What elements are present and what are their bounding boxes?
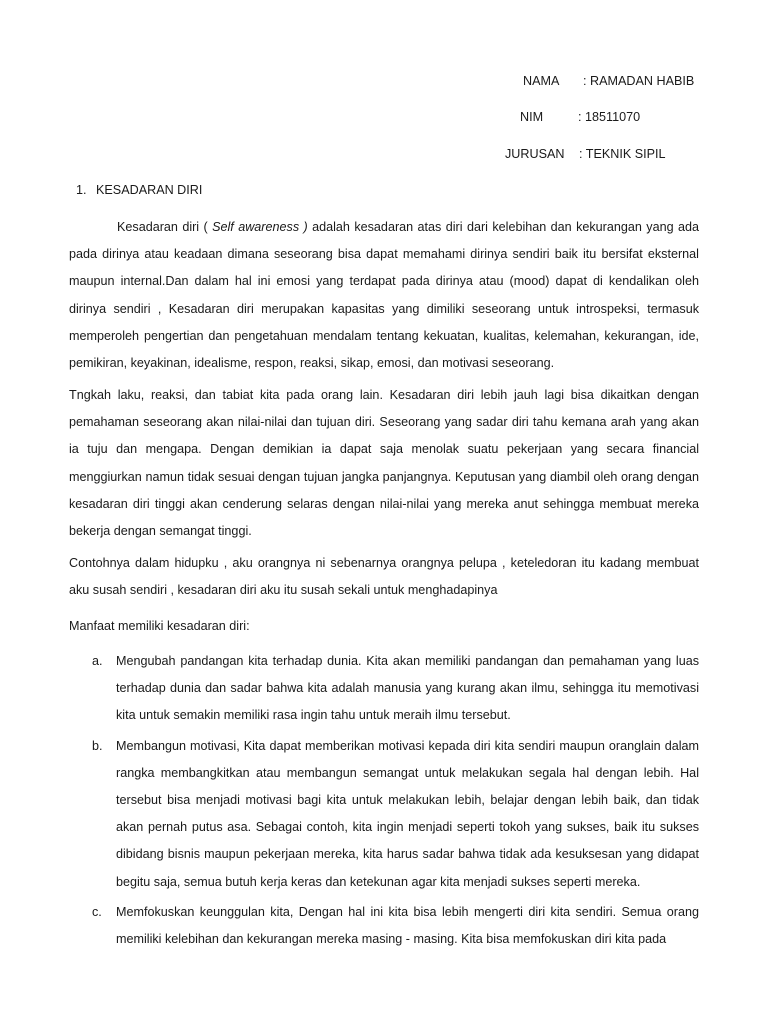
paragraph-definition-rest: adalah kesadaran atas diri dari kelebihan dan kekurangan yang ada pada dirinya atau keadaan dimana seseorang bisa dapat memahami dirinya sendiri baik itu bersifat eksternal maupun internal.Dan dalam hal ini emosi yang terdapat pada dirinya atau (mood) dapat di kendalikan oleh dirinya sendiri , Kesadaran diri merupakan kapasitas yang dimiliki seseorang untuk introspeksi, termasuk memperoleh pengertian dan pengetahuan mendalam tentang kekuatan, kualitas, kelemahan, kekurangan, ide, pemikiran, keyakinan, idealisme, respon, reaksi, sikap, emosi, dan motivasi seseorang. bbox=[69, 220, 700, 371]
nim-label: NIM bbox=[520, 110, 544, 124]
list-item bbox=[92, 899, 699, 953]
list-marker: b. bbox=[92, 738, 103, 753]
list-item-text: Membangun motivasi, Kita dapat memberikan motivasi kepada diri kita sendiri maupun oranglain dalam rangka membangkitkan atau membangun semangat untuk melakukan segala hal dengan lebih. Hal tersebut bisa menjadi motivasi bagi kita untuk melakukan lebih, belajar dengan lebih baik, dan tidak akan pernah putus asa. Sebagai contoh, kita ingin menjadi seperti tokoh yang sukses, baik itu sukses dibidang bisnis maupun pekerjaan mereka, kita harus sadar bahwa tidak ada kesuksesan yang didapat begitu saja, semua butuh kerja keras dan ketekunan agar kita menjadi sukses seperti mereka. bbox=[116, 738, 699, 889]
list-marker: a. bbox=[92, 654, 103, 668]
self-awareness-term: Self awareness ) bbox=[212, 220, 308, 234]
section-number: 1. bbox=[76, 183, 87, 197]
paragraph-behavior: Tngkah laku, reaksi, dan tabiat kita pada orang lain. Kesadaran diri lebih jauh lagi bisa dikaitkan dengan pemahaman seseorang akan nilai-nilai dan tujuan diri. Seseorang yang sadar diri tahu kemana arah yang akan ia tuju dan mengapa. Dengan demikian ia dapat saja menolak suatu pekerjaan yang secara financial menggiurkan namun tidak sesuai dengan tujuan jangka panjangnya. Keputusan yang diambil oleh orang dengan kesadaran diri tinggi akan cenderung selaras dengan nilai-nilai yang mereka anut sehingga membuat mereka bekerja dengan semangat tinggi. bbox=[69, 388, 699, 539]
paragraph-example: Contohnya dalam hidupku , aku orangnya ni sebenarnya orangnya pelupa , keteledoran itu kadang membuat aku susah sendiri , kesadaran diri aku itu susah sekali untuk menghadapinya bbox=[69, 556, 699, 598]
section-title: KESADARAN DIRI bbox=[96, 183, 203, 197]
list-marker: c. bbox=[92, 904, 102, 919]
benefits-intro: Manfaat memiliki kesadaran diri: bbox=[69, 619, 250, 633]
paragraph-definition bbox=[69, 214, 699, 377]
list-item-text: Memfokuskan keunggulan kita, Dengan hal ini kita bisa lebih mengerti diri kita sendiri. Semua orang memiliki kelebihan dan kekurangan mereka masing - masing. Kita bisa memfokuskan diri kita pada bbox=[116, 904, 699, 947]
name-label: NAMA bbox=[523, 74, 560, 88]
list-item bbox=[92, 648, 699, 730]
list-item bbox=[92, 733, 699, 896]
benefits-list bbox=[92, 648, 699, 956]
nim-value: : 18511070 bbox=[578, 110, 641, 124]
major-value: : TEKNIK SIPIL bbox=[579, 147, 666, 161]
paragraph-definition-start: Kesadaran diri ( bbox=[117, 220, 213, 234]
major-label: JURUSAN bbox=[505, 147, 565, 161]
name-value: : RAMADAN HABIB bbox=[583, 74, 695, 88]
list-item-text: Mengubah pandangan kita terhadap dunia. Kita akan memiliki pandangan dan pemahaman yang luas terhadap dunia dan sadar bahwa kita adalah manusia yang kurang akan ilmu, sehingga itu memotivasi kita untuk semakin memiliki rasa ingin tahu untuk meraih ilmu tersebut. bbox=[116, 654, 699, 723]
